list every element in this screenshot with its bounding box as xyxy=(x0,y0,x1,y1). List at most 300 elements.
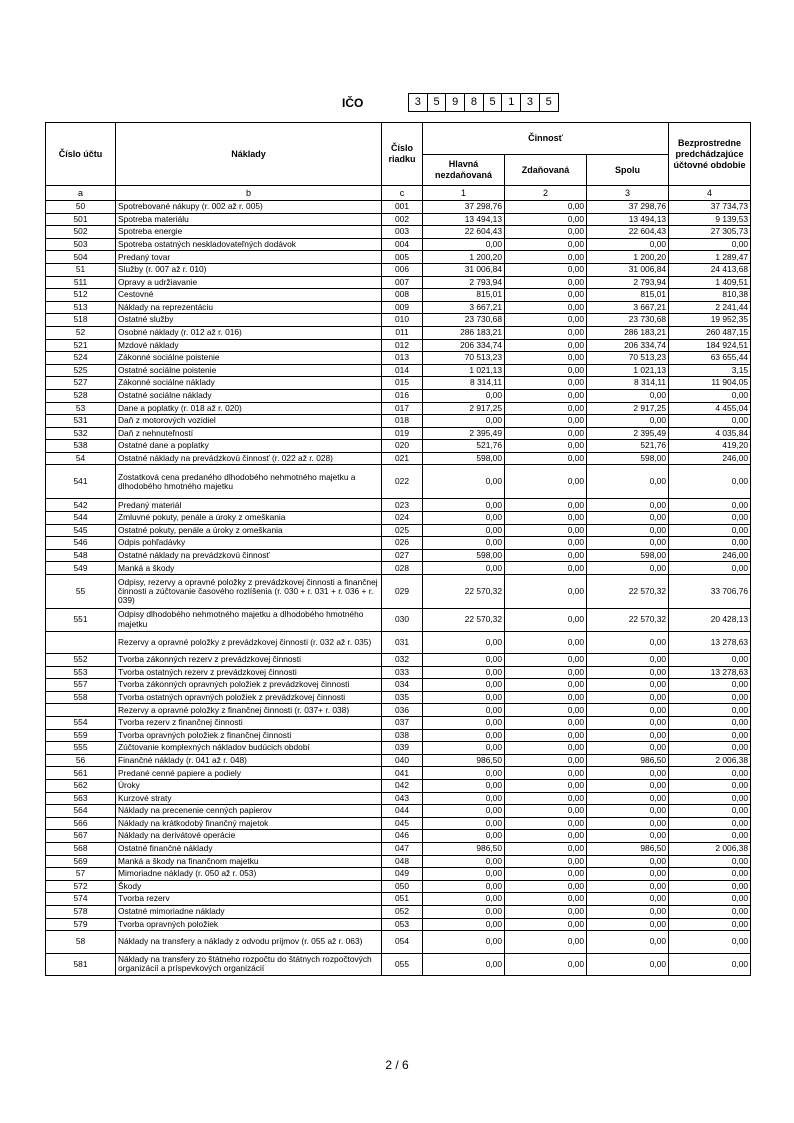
value-previous: 4 455,04 xyxy=(669,402,751,415)
value-previous: 0,00 xyxy=(669,830,751,843)
value-total: 0,00 xyxy=(587,238,669,251)
value-main: 0,00 xyxy=(423,855,505,868)
ico-label: IČO xyxy=(342,95,364,110)
value-previous: 0,00 xyxy=(669,792,751,805)
value-previous: 0,00 xyxy=(669,679,751,692)
table-row xyxy=(46,562,751,575)
value-total: 0,00 xyxy=(587,631,669,654)
value-main: 22 570,32 xyxy=(423,609,505,632)
account-number: 574 xyxy=(46,893,116,906)
value-taxed: 0,00 xyxy=(505,352,587,365)
header-previous-period: Bezprostredne predchádzajúce účtovné obdobie xyxy=(669,123,751,186)
cost-name: Náklady na reprezentáciu xyxy=(116,301,382,314)
row-number: 045 xyxy=(382,817,423,830)
value-total: 598,00 xyxy=(587,549,669,562)
value-main: 0,00 xyxy=(423,953,505,976)
value-main: 2 917,25 xyxy=(423,402,505,415)
value-total: 22 604,43 xyxy=(587,226,669,239)
account-number xyxy=(46,631,116,654)
value-previous: 24 413,68 xyxy=(669,263,751,276)
cost-name: Tvorba zákonných rezerv z prevádzkovej činnosti xyxy=(116,654,382,667)
value-previous: 246,00 xyxy=(669,452,751,465)
row-number: 048 xyxy=(382,855,423,868)
header-letter: c xyxy=(382,186,423,201)
row-number: 025 xyxy=(382,524,423,537)
value-total: 0,00 xyxy=(587,779,669,792)
value-main: 13 494,13 xyxy=(423,213,505,226)
ico-digit: 5 xyxy=(428,94,447,111)
row-number: 043 xyxy=(382,792,423,805)
value-total: 0,00 xyxy=(587,931,669,954)
table-row xyxy=(46,842,751,855)
account-number: 518 xyxy=(46,314,116,327)
value-main: 0,00 xyxy=(423,631,505,654)
account-number: 548 xyxy=(46,549,116,562)
row-number: 029 xyxy=(382,575,423,609)
account-number: 563 xyxy=(46,792,116,805)
table-row xyxy=(46,377,751,390)
value-previous: 13 278,63 xyxy=(669,666,751,679)
value-taxed: 0,00 xyxy=(505,377,587,390)
table-row xyxy=(46,779,751,792)
value-main: 815,01 xyxy=(423,289,505,302)
value-total: 0,00 xyxy=(587,953,669,976)
row-number: 016 xyxy=(382,389,423,402)
table-row xyxy=(46,905,751,918)
table-row xyxy=(46,301,751,314)
value-previous: 1 409,51 xyxy=(669,276,751,289)
value-taxed: 0,00 xyxy=(505,817,587,830)
cost-name: Ostatné náklady na prevádzkovú činnosť xyxy=(116,549,382,562)
cost-name: Spotrebované nákupy (r. 002 až r. 005) xyxy=(116,201,382,214)
row-number: 042 xyxy=(382,779,423,792)
account-number: 566 xyxy=(46,817,116,830)
row-number: 036 xyxy=(382,704,423,717)
value-taxed: 0,00 xyxy=(505,666,587,679)
account-number: 501 xyxy=(46,213,116,226)
value-previous: 0,00 xyxy=(669,537,751,550)
account-number: 527 xyxy=(46,377,116,390)
table-row xyxy=(46,213,751,226)
value-taxed: 0,00 xyxy=(505,717,587,730)
value-taxed: 0,00 xyxy=(505,754,587,767)
account-number: 555 xyxy=(46,742,116,755)
row-number: 050 xyxy=(382,880,423,893)
account-number: 554 xyxy=(46,717,116,730)
value-total: 0,00 xyxy=(587,691,669,704)
value-total: 986,50 xyxy=(587,842,669,855)
table-row xyxy=(46,326,751,339)
value-taxed: 0,00 xyxy=(505,905,587,918)
value-taxed: 0,00 xyxy=(505,499,587,512)
value-previous: 20 428,13 xyxy=(669,609,751,632)
value-taxed: 0,00 xyxy=(505,326,587,339)
account-number: 532 xyxy=(46,427,116,440)
row-number: 033 xyxy=(382,666,423,679)
value-total: 0,00 xyxy=(587,562,669,575)
value-total: 521,76 xyxy=(587,440,669,453)
value-total: 0,00 xyxy=(587,830,669,843)
table-row xyxy=(46,805,751,818)
ico-digit: 1 xyxy=(502,94,521,111)
value-main: 2 793,94 xyxy=(423,276,505,289)
value-previous: 0,00 xyxy=(669,880,751,893)
value-total: 286 183,21 xyxy=(587,326,669,339)
account-number: 54 xyxy=(46,452,116,465)
header-letter: 3 xyxy=(587,186,669,201)
value-total: 0,00 xyxy=(587,415,669,428)
value-total: 1 200,20 xyxy=(587,251,669,264)
cost-name: Cestovné xyxy=(116,289,382,302)
account-number xyxy=(46,704,116,717)
cost-name: Ostatné pokuty, penále a úroky z omeškania xyxy=(116,524,382,537)
value-previous: 2 241,44 xyxy=(669,301,751,314)
value-taxed: 0,00 xyxy=(505,339,587,352)
value-taxed: 0,00 xyxy=(505,226,587,239)
account-number: 56 xyxy=(46,754,116,767)
account-number: 553 xyxy=(46,666,116,679)
value-taxed: 0,00 xyxy=(505,537,587,550)
account-number: 568 xyxy=(46,842,116,855)
account-number: 512 xyxy=(46,289,116,302)
row-number: 005 xyxy=(382,251,423,264)
table-row xyxy=(46,549,751,562)
cost-name: Škody xyxy=(116,880,382,893)
value-taxed: 0,00 xyxy=(505,805,587,818)
row-number: 018 xyxy=(382,415,423,428)
cost-name: Kurzové straty xyxy=(116,792,382,805)
header-costs: Náklady xyxy=(116,123,382,186)
value-main: 8 314,11 xyxy=(423,377,505,390)
table-row xyxy=(46,817,751,830)
table-row xyxy=(46,415,751,428)
value-previous: 19 952,35 xyxy=(669,314,751,327)
table-row xyxy=(46,440,751,453)
account-number: 58 xyxy=(46,931,116,954)
value-previous: 810,38 xyxy=(669,289,751,302)
account-number: 567 xyxy=(46,830,116,843)
value-previous: 0,00 xyxy=(669,729,751,742)
account-number: 51 xyxy=(46,263,116,276)
value-previous: 0,00 xyxy=(669,893,751,906)
row-number: 032 xyxy=(382,654,423,667)
value-taxed: 0,00 xyxy=(505,364,587,377)
cost-name: Ostatné dane a poplatky xyxy=(116,440,382,453)
account-number: 513 xyxy=(46,301,116,314)
cost-name: Zmluvné pokuty, penále a úroky z omeškania xyxy=(116,512,382,525)
value-previous: 4 035,84 xyxy=(669,427,751,440)
table-row xyxy=(46,263,751,276)
value-total: 0,00 xyxy=(587,704,669,717)
value-total: 8 314,11 xyxy=(587,377,669,390)
table-row xyxy=(46,226,751,239)
value-main: 0,00 xyxy=(423,830,505,843)
header-letter: 4 xyxy=(669,186,751,201)
cost-name: Tvorba opravných položiek xyxy=(116,918,382,931)
row-number: 001 xyxy=(382,201,423,214)
row-number: 019 xyxy=(382,427,423,440)
value-main: 70 513,23 xyxy=(423,352,505,365)
cost-name: Predané cenné papiere a podiely xyxy=(116,767,382,780)
account-number: 549 xyxy=(46,562,116,575)
account-number: 541 xyxy=(46,465,116,499)
table-row xyxy=(46,855,751,868)
value-main: 22 604,43 xyxy=(423,226,505,239)
row-number: 028 xyxy=(382,562,423,575)
row-number: 010 xyxy=(382,314,423,327)
value-previous: 0,00 xyxy=(669,704,751,717)
value-previous: 0,00 xyxy=(669,524,751,537)
ico-digits xyxy=(408,93,559,112)
table-row xyxy=(46,512,751,525)
row-number: 051 xyxy=(382,893,423,906)
table-row xyxy=(46,339,751,352)
value-total: 0,00 xyxy=(587,880,669,893)
value-main: 0,00 xyxy=(423,880,505,893)
value-taxed: 0,00 xyxy=(505,201,587,214)
value-total: 37 298,76 xyxy=(587,201,669,214)
cost-name: Zúčtovanie komplexných nákladov budúcich období xyxy=(116,742,382,755)
ico-digit: 3 xyxy=(521,94,540,111)
cost-name: Odpisy, rezervy a opravné položky z prevádzkovej činnosti a finančnej činnosti a zúčtovanie časového rozlíšenia (r. 030 + r. 031 + r. 036 + r. 039) xyxy=(116,575,382,609)
value-main: 286 183,21 xyxy=(423,326,505,339)
value-total: 22 570,32 xyxy=(587,575,669,609)
value-total: 2 793,94 xyxy=(587,276,669,289)
value-main: 0,00 xyxy=(423,562,505,575)
row-number: 049 xyxy=(382,868,423,881)
cost-name: Manká a škody na finančnom majetku xyxy=(116,855,382,868)
table-row xyxy=(46,717,751,730)
table-row xyxy=(46,289,751,302)
value-main: 0,00 xyxy=(423,654,505,667)
ico-digit: 8 xyxy=(465,94,484,111)
value-taxed: 0,00 xyxy=(505,251,587,264)
table-row xyxy=(46,880,751,893)
value-main: 0,00 xyxy=(423,767,505,780)
value-main: 598,00 xyxy=(423,452,505,465)
header-activity: Činnosť xyxy=(423,123,669,155)
value-taxed: 0,00 xyxy=(505,415,587,428)
row-number: 015 xyxy=(382,377,423,390)
cost-name: Tvorba ostatných rezerv z prevádzkovej činnosti xyxy=(116,666,382,679)
row-number: 038 xyxy=(382,729,423,742)
value-taxed: 0,00 xyxy=(505,742,587,755)
value-total: 0,00 xyxy=(587,905,669,918)
value-total: 598,00 xyxy=(587,452,669,465)
value-previous: 0,00 xyxy=(669,562,751,575)
row-number: 007 xyxy=(382,276,423,289)
ico-digit: 9 xyxy=(446,94,465,111)
ico-digit: 5 xyxy=(484,94,503,111)
value-main: 0,00 xyxy=(423,524,505,537)
table-row xyxy=(46,314,751,327)
value-main: 0,00 xyxy=(423,512,505,525)
row-number: 040 xyxy=(382,754,423,767)
value-previous: 3,15 xyxy=(669,364,751,377)
header-letter: 1 xyxy=(423,186,505,201)
row-number: 053 xyxy=(382,918,423,931)
value-taxed: 0,00 xyxy=(505,465,587,499)
value-previous: 184 924,51 xyxy=(669,339,751,352)
value-total: 0,00 xyxy=(587,893,669,906)
account-number: 558 xyxy=(46,691,116,704)
value-previous: 0,00 xyxy=(669,931,751,954)
ico-digit: 5 xyxy=(545,96,552,108)
value-taxed: 0,00 xyxy=(505,679,587,692)
cost-name: Ostatné sociálne náklady xyxy=(116,389,382,402)
value-previous: 13 278,63 xyxy=(669,631,751,654)
cost-name: Ostatné náklady na prevádzkovú činnosť (r. 022 až r. 028) xyxy=(116,452,382,465)
account-number: 538 xyxy=(46,440,116,453)
cost-name: Odpisy dlhodobého nehmotného majetku a dlhodobého hmotného majetku xyxy=(116,609,382,632)
table-row xyxy=(46,364,751,377)
header-letter: 2 xyxy=(505,186,587,201)
value-previous: 0,00 xyxy=(669,868,751,881)
cost-name: Zákonné sociálne náklady xyxy=(116,377,382,390)
account-number: 546 xyxy=(46,537,116,550)
table-row xyxy=(46,729,751,742)
value-taxed: 0,00 xyxy=(505,842,587,855)
value-main: 0,00 xyxy=(423,465,505,499)
value-main: 206 334,74 xyxy=(423,339,505,352)
row-number: 026 xyxy=(382,537,423,550)
header-account-number: Číslo účtu xyxy=(46,123,116,186)
value-main: 986,50 xyxy=(423,754,505,767)
table-row xyxy=(46,499,751,512)
value-previous: 63 655,44 xyxy=(669,352,751,365)
value-previous: 0,00 xyxy=(669,465,751,499)
row-number: 013 xyxy=(382,352,423,365)
table-row xyxy=(46,575,751,609)
value-previous: 246,00 xyxy=(669,549,751,562)
value-main: 1 200,20 xyxy=(423,251,505,264)
value-total: 0,00 xyxy=(587,792,669,805)
table-row xyxy=(46,631,751,654)
account-number: 502 xyxy=(46,226,116,239)
value-total: 206 334,74 xyxy=(587,339,669,352)
value-main: 0,00 xyxy=(423,537,505,550)
account-number: 53 xyxy=(46,402,116,415)
cost-name: Náklady na derivátové operácie xyxy=(116,830,382,843)
value-taxed: 0,00 xyxy=(505,452,587,465)
row-number: 012 xyxy=(382,339,423,352)
account-number: 524 xyxy=(46,352,116,365)
account-number: 503 xyxy=(46,238,116,251)
cost-name: Zostatková cena predaného dlhodobého nehmotného majetku a dlhodobého hmotného majetku xyxy=(116,465,382,499)
value-total: 2 395,49 xyxy=(587,427,669,440)
value-main: 2 395,49 xyxy=(423,427,505,440)
value-taxed: 0,00 xyxy=(505,767,587,780)
value-total: 986,50 xyxy=(587,754,669,767)
value-previous: 260 487,15 xyxy=(669,326,751,339)
value-total: 23 730,68 xyxy=(587,314,669,327)
table-row xyxy=(46,609,751,632)
cost-name: Spotreba materiálu xyxy=(116,213,382,226)
row-number: 024 xyxy=(382,512,423,525)
value-total: 0,00 xyxy=(587,817,669,830)
account-number: 55 xyxy=(46,575,116,609)
header-total: Spolu xyxy=(587,155,669,186)
value-total: 0,00 xyxy=(587,679,669,692)
table-row xyxy=(46,691,751,704)
account-number: 557 xyxy=(46,679,116,692)
ico-section xyxy=(342,93,559,112)
cost-name: Zákonné sociálne poistenie xyxy=(116,352,382,365)
value-taxed: 0,00 xyxy=(505,654,587,667)
value-total: 0,00 xyxy=(587,855,669,868)
value-taxed: 0,00 xyxy=(505,779,587,792)
value-main: 1 021,13 xyxy=(423,364,505,377)
cost-name: Predaný tovar xyxy=(116,251,382,264)
value-taxed: 0,00 xyxy=(505,704,587,717)
value-main: 0,00 xyxy=(423,666,505,679)
value-total: 0,00 xyxy=(587,465,669,499)
cost-name: Tvorba rezerv z finančnej činnosti xyxy=(116,717,382,730)
ico-digit: 3 xyxy=(409,94,428,111)
value-total: 13 494,13 xyxy=(587,213,669,226)
cost-name: Spotreba ostatných neskladovateľných dodávok xyxy=(116,238,382,251)
account-number: 551 xyxy=(46,609,116,632)
cost-name: Náklady na krátkodobý finančný majetok xyxy=(116,817,382,830)
value-main: 0,00 xyxy=(423,792,505,805)
value-main: 3 667,21 xyxy=(423,301,505,314)
header-taxed: Zdaňovaná xyxy=(505,155,587,186)
row-number: 014 xyxy=(382,364,423,377)
value-taxed: 0,00 xyxy=(505,855,587,868)
cost-name: Ostatné služby xyxy=(116,314,382,327)
row-number: 009 xyxy=(382,301,423,314)
table-row xyxy=(46,792,751,805)
account-number: 504 xyxy=(46,251,116,264)
value-previous: 11 904,05 xyxy=(669,377,751,390)
cost-name: Náklady na transfery zo štátneho rozpočtu do štátnych rozpočtových organizácií a príspevkových organizácií xyxy=(116,953,382,976)
value-main: 0,00 xyxy=(423,905,505,918)
cost-name: Manká a škody xyxy=(116,562,382,575)
value-total: 70 513,23 xyxy=(587,352,669,365)
value-taxed: 0,00 xyxy=(505,289,587,302)
account-number: 569 xyxy=(46,855,116,868)
value-total: 2 917,25 xyxy=(587,402,669,415)
value-taxed: 0,00 xyxy=(505,549,587,562)
value-taxed: 0,00 xyxy=(505,562,587,575)
value-total: 0,00 xyxy=(587,666,669,679)
table-row xyxy=(46,742,751,755)
value-previous: 0,00 xyxy=(669,905,751,918)
cost-name: Tvorba rezerv xyxy=(116,893,382,906)
value-taxed: 0,00 xyxy=(505,631,587,654)
value-main: 0,00 xyxy=(423,389,505,402)
table-row xyxy=(46,767,751,780)
value-taxed: 0,00 xyxy=(505,238,587,251)
cost-name: Daň z nehnuteľností xyxy=(116,427,382,440)
value-total: 0,00 xyxy=(587,717,669,730)
table-row xyxy=(46,666,751,679)
cost-name: Rezervy a opravné položky z finančnej činnosti (r. 037+ r. 038) xyxy=(116,704,382,717)
row-number: 054 xyxy=(382,931,423,954)
value-taxed: 0,00 xyxy=(505,213,587,226)
cost-name: Náklady na transfery a náklady z odvodu príjmov (r. 055 až r. 063) xyxy=(116,931,382,954)
table-body xyxy=(46,201,751,976)
table-row xyxy=(46,918,751,931)
table-row xyxy=(46,238,751,251)
account-number: 545 xyxy=(46,524,116,537)
row-number: 031 xyxy=(382,631,423,654)
account-number: 542 xyxy=(46,499,116,512)
value-main: 0,00 xyxy=(423,679,505,692)
row-number: 044 xyxy=(382,805,423,818)
value-total: 3 667,21 xyxy=(587,301,669,314)
table-row xyxy=(46,868,751,881)
